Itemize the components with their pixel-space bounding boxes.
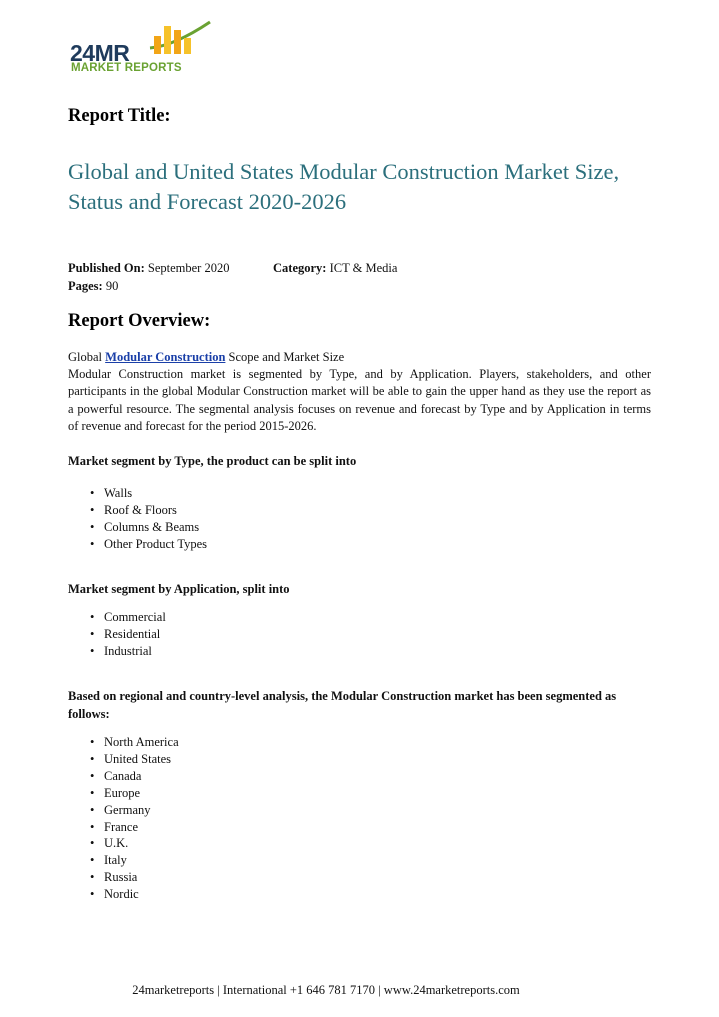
category-value: ICT & Media [329,261,398,275]
list-item: • Germany [88,802,179,819]
report-title-label: Report Title: [68,106,171,126]
overview-intro [68,349,651,435]
list-item: • Other Product Types [88,536,207,553]
application-segment-heading: Market segment by Application, split into [68,582,290,596]
list-item: • North America [88,734,179,751]
region-segment-heading: Based on regional and country-level analysis, the Modular Construction market has been segmented as follows: [68,689,617,721]
pages-row [68,277,229,295]
report-overview-heading: Report Overview: [68,311,211,331]
pages-label: Pages: [68,279,103,293]
list-item: • Canada [88,768,179,785]
report-title: Global and United States Modular Construction Market Size, Status and Forecast 2020-2026 [68,159,620,214]
category-label: Category: [273,261,327,275]
modular-construction-link[interactable]: Modular Construction [105,350,226,364]
pages-value: 90 [105,279,119,293]
list-item: • Nordic [88,886,179,903]
list-item: • Commercial [88,609,166,626]
list-item: • United States [88,751,179,768]
published-value: September 2020 [147,261,230,275]
overview-body: Modular Construction market is segmented by Type, and by Application. Players, stakeholders, and other participants in the global Modular Construction market will be able to gain the upper hand as they use the report as a powerful resource. The segmental analysis focuses on revenue and forecast by Type and by Application in terms of revenue and forecast for the period 2015-2026. [68,367,651,433]
region-list [88,734,179,903]
list-item: • Russia [88,869,179,886]
category-row [273,259,397,277]
list-item: • Walls [88,485,207,502]
logo-brand-text: 24MR [70,40,130,66]
bar-chart-logo-icon [144,18,214,58]
scope-prefix: Global [68,350,103,364]
list-item: • France [88,819,179,836]
list-item: • Columns & Beams [88,519,207,536]
report-meta [68,259,398,295]
page-footer [0,983,566,998]
application-list [88,609,166,660]
footer-contact-text: 24marketreports | International +1 646 781 7170 | www.24marketreports.com [132,983,520,997]
scope-suffix: Scope and Market Size [228,350,345,364]
published-row [68,259,229,277]
list-item: • Italy [88,852,179,869]
published-label: Published On: [68,261,145,275]
list-item: • Residential [88,626,166,643]
list-item: • Europe [88,785,179,802]
list-item: • U.K. [88,835,179,852]
list-item: • Roof & Floors [88,502,207,519]
type-segment-heading: Market segment by Type, the product can be split into [68,454,357,468]
list-item: • Industrial [88,643,166,660]
scope-line [68,349,651,366]
type-list [88,485,207,553]
logo-subtitle-text: MARKET REPORTS [71,62,182,74]
company-logo [70,18,220,78]
